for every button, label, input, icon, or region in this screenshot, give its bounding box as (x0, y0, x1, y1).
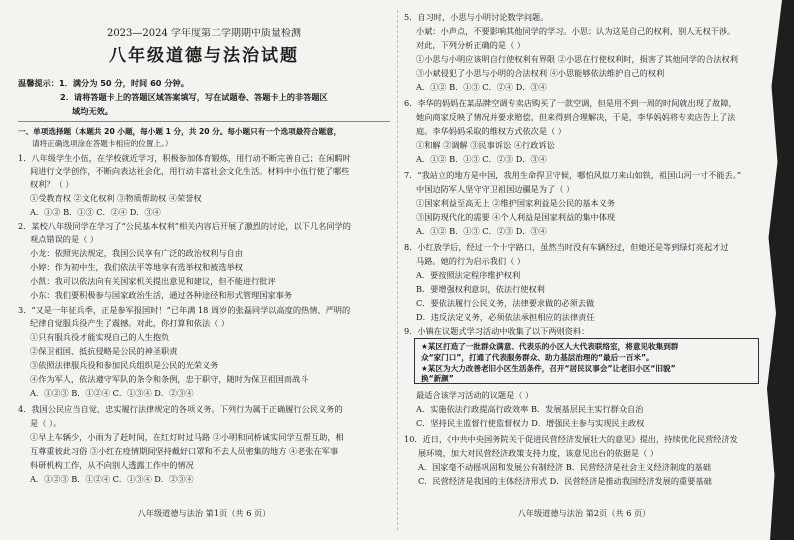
q6-line-3: 庭。李华妈妈采取的维权方式依次是（ ） (416, 126, 566, 136)
q5-line-2: 小斌：小声点，不要影响其他同学的学习。小思：认为这是自己的权利，别人无权干涉。 (416, 26, 736, 36)
q2-option-a: 小龙：依照宪法规定，我国公民享有广泛的政治权利与自由 (30, 248, 243, 258)
section-heading: 一、单项选择题（本题共 20 小题，每小题 1 分，共 20 分。每小题只有一个选项最符合题意， (18, 127, 342, 136)
q3-item-1: ①只有服兵役才能实现自己的人生抱负 (30, 332, 170, 342)
page-one (18, 0, 390, 540)
q1-choices: A．①② B．①③ C．②④ D．③④ (30, 207, 161, 217)
q8-line-1: 8．小红放学后，经过一个十字路口，虽然当时没有车辆经过，但她还是等到绿灯亮起才过 (404, 242, 729, 252)
q2-option-d: 小东：我们要积极参与国家政治生活，通过各种途径和形式管理国家事务 (30, 290, 293, 300)
q9-material-3: ★某区为大力改善老旧小区生活条件，召开“居民议事会”让老旧小区“旧貌” (421, 364, 676, 373)
q2-option-c: 小凯：我可以依法向有关国家机关提出意见和建议，但不能进行批评 (30, 276, 276, 286)
q7-items-1: ①国家利益至高无上 ②维护国家利益是公民的基本义务 (416, 198, 616, 208)
q2-line-2: 观点错误的是（ ） (30, 234, 99, 244)
q9-material-1: ★某区打造了一批群众满意、代表乐的小区人大代表联络室，将意见收集到群 (421, 342, 679, 351)
q8-option-c: C．要依法履行公民义务，法律要求做的必须去做 (416, 298, 595, 308)
q3-item-4: ④作为军人，依法遵守军队的条令和条例，忠于职守，随时为保卫祖国而战斗 (30, 374, 309, 384)
q1-line-3: 权利？（ ） (30, 179, 74, 189)
q4-line-3: ①早上车辆少，小雨为了赶时间，在红灯时过马路 ②小明和同桥诚实同学互帮互助，相 (30, 432, 344, 442)
exam-title: 八年级道德与法治试题 (109, 46, 299, 66)
notice-line-3: 域均无效。 (72, 106, 113, 116)
q7-line-2: 中国边防军人坚守守卫祖国边疆是为了（ ） (416, 184, 575, 194)
page-one-footer: 八年级道德与法治 第1页（共 6 页） (137, 508, 271, 518)
q7-line-1: 7．“我站立的地方是中国，我用生命捍卫守候，哪怕风似刀来山如铁，祖国山河一寸不能丢。” (404, 170, 741, 180)
section-heading-cont: 请将正确选项涂在答题卡相应的位置上。） (32, 139, 173, 148)
q3-line-2: 纪律自觉服兵役产生了震撼。对此，你打算和依法（ ） (30, 318, 230, 328)
notice-rule (18, 121, 390, 122)
q3-choices: A．①②③ B．①②④ C．①③④ D．②③④ (30, 388, 194, 398)
q6-line-1: 6．李华的妈妈在某品牌空调专卖店购买了一款空调，但是用不到一周的时间就出现了故障， (404, 98, 737, 108)
q8-option-d: D．违反法定义务，必须依法承担相应的法律责任 (416, 312, 595, 322)
q2-line-1: 2．某校八年级同学在学习了“公民基本权利”相关内容后开展了激烈的讨论，以下几名同学的 (18, 221, 351, 231)
q10-line-2: 展环境，加大对民营经济政策支持力度，该意见出台的依据是（ ） (418, 448, 659, 458)
q1-options: ①受教育权 ②文化权利 ③物质帮助权 ④荣誉权 (30, 193, 202, 203)
q9-material-2: 众“家门口”，打通了代表服务群众、助力基层治理的“最后一百米”。 (421, 353, 654, 362)
page-two (404, 0, 764, 540)
q9-line-1: 9．小镇在议题式学习活动中收集了以下两则资料： (404, 326, 590, 336)
q1-line-1: 1．八年级学生小伍，在学校就近学习，积极参加体育锻炼，用行动不断完善自己；在闲暇时 (18, 153, 351, 163)
q9-question: 最适合该学习活动的议题是（ ） (416, 390, 534, 400)
q5-item-2: ③小斌侵犯了小思与小明的合法权利 ④小思能够依法维护自己的权利 (416, 68, 665, 78)
q2-option-b: 小婷：作为初中生，我们依法平等地享有选举权和被选举权 (30, 262, 243, 272)
column-divider (397, 10, 398, 530)
q1-line-2: 间进行文学创作，不断向表达社会化，用行动丰富社会文化生活。材料中小伍行使了哪些 (30, 166, 350, 176)
notice-line-1: 温馨提示：1．满分为 50 分，时间 60 分钟。 (18, 78, 189, 88)
q7-choices: A．①② B．①③ C．②③ D．③④ (416, 226, 547, 236)
q5-line-3: 对此，下列分析正确的是（ ） (416, 40, 526, 50)
q5-choices: A．①② B．①③ C．②④ D．③④ (416, 82, 547, 92)
q6-line-2: 她向商家反映了情况并要求赔偿，但来得到合理解决，于是，李华妈妈将专卖店告上了法 (416, 112, 736, 122)
page-two-footer: 八年级道德与法治 第2页（共 6 页） (517, 508, 651, 518)
q4-line-1: 4．我国公民应当自觉、忠实履行法律规定的各项义务。下列行为属于正确履行公民义务的 (18, 404, 343, 414)
q6-choices: A．①② B．①③ C．②③ D．③④ (416, 154, 547, 164)
q10-line-1: 10．近日，《中共中央国务院关于促进民营经济发展壮大的意见》提出，持续优化民营经济发 (404, 434, 738, 444)
q9-choices-cd: C．坚持民主监督行使监督权力 D．增强民主参与实现民主政权 (416, 418, 645, 428)
q10-choices-cd: C．民营经济是我国的主体经济形式 D．民营经济是推动我国经济发展的重要基础 (418, 476, 712, 486)
q4-line-5: 科研机构工作，从不向别人透露工作中的情况 (30, 460, 194, 470)
q8-option-a: A．要按照法定程序维护权利 (416, 270, 521, 280)
q10-choices-ab: A．国家毫不动摇巩固和发展公有制经济 B．民营经济是社会主义经济制度的基础 (418, 462, 711, 472)
q6-options: ①和解 ②调解 ③民事诉讼 ④行政诉讼 (416, 140, 555, 150)
q5-line-1: 5．自习时，小思与小明讨论数学问题。 (404, 12, 549, 22)
q4-choices: A．①②③ B．①②④ C．①③④ D．②③④ (30, 474, 194, 484)
q3-line-1: 3．“又是一年征兵季，正是参军报国时！”已年满 18 周岁的张磊同学以高度的热情、严明的 (18, 305, 351, 315)
q8-line-2: 马路。她的行为启示我们（ ） (416, 256, 526, 266)
q3-item-3: ③依照法律服兵役和参加民兵组织是公民的光荣义务 (30, 360, 219, 370)
q8-option-b: B．要增强权利意识，依法行使权利 (416, 284, 545, 294)
q9-material-4: 换“新颜” (421, 374, 454, 383)
q4-line-4: 互尊重彼此习俗 ③小红在疫情期间坚持戴好口罩和不去人员密集的地方 ④老张在军事 (30, 446, 339, 456)
torn-edge (764, 0, 794, 540)
q7-items-2: ③国防现代化的需要 ④个人利益是国家利益的集中体现 (416, 212, 616, 222)
q9-choices-ab: A．实施依法行政提高行政效率 B．发展基层民主实行群众自治 (416, 404, 644, 414)
q5-item-1: ①小思与小明应该明自行使权利有界限 ②小思在行使权利时，损害了其他同学的合法权利 (416, 54, 738, 64)
q4-line-2: 是（ ）。 (30, 418, 62, 428)
q3-item-2: ②保卫祖国、抵抗侵略是公民的神圣职责 (30, 346, 178, 356)
q9-material-box (414, 338, 759, 384)
notice-line-2: 2．请将答题卡上的答题区域答案填写，写在试题卷、答题卡上的非答题区 (60, 92, 328, 102)
exam-term-heading: 2023—2024 学年度第二学期期中质量检测 (106, 28, 302, 39)
